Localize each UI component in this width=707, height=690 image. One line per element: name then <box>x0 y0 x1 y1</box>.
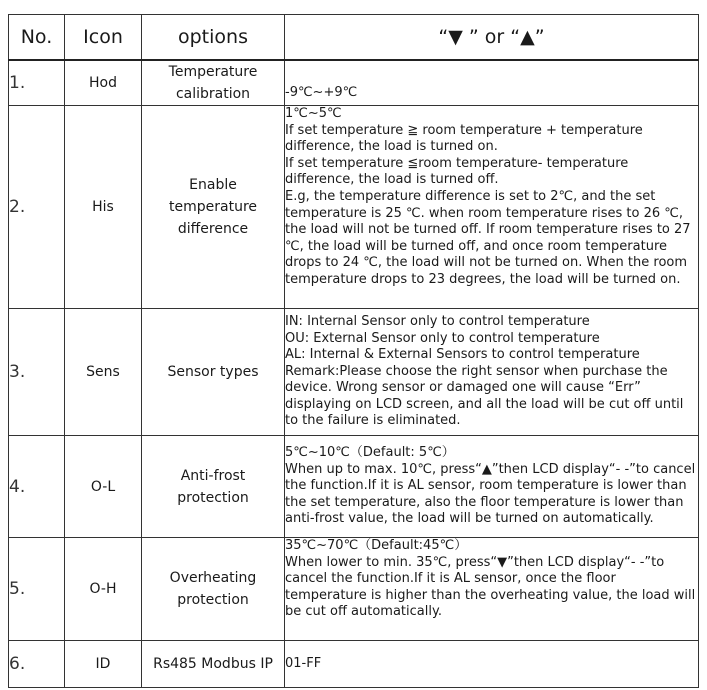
row-number: 1. <box>9 60 65 106</box>
option-line: calibration <box>175 86 251 102</box>
value-line: When lower to min. 35℃, press“▼”then LCD display“- -”to cancel the function.If it is AL sensor, once the floor temperature is higher than the overheating value, the load will be cut off automatically. <box>285 554 696 620</box>
row-icon-code: Sens <box>65 309 142 436</box>
option-line: Sensor types <box>167 364 259 380</box>
row-number: 5. <box>9 538 65 641</box>
row-icon-code: His <box>65 106 142 309</box>
row-icon-code: O-L <box>65 436 142 538</box>
row-values <box>285 538 699 641</box>
row-values <box>285 309 699 436</box>
row-option <box>142 106 285 309</box>
value-line: OU: External Sensor only to control temperature <box>285 330 600 346</box>
row-values <box>285 641 699 688</box>
row-values <box>285 436 699 538</box>
row-number: 2. <box>9 106 65 309</box>
value-line: If set temperature ≦room temperature- temperature difference, the load is turned off. <box>285 155 629 188</box>
option-line: protection <box>177 592 249 608</box>
header-no: No. <box>9 15 65 61</box>
value-line: When up to max. 10℃, press“▲”then LCD display“- -”to cancel the function.If it is AL sensor, room temperature is lower than the set temperature, also the floor temperature is lower than anti-frost value, the load will be turned on automatically. <box>285 461 696 527</box>
header-keys: “▼ ” or “▲” <box>285 15 699 61</box>
table-row <box>9 641 699 688</box>
row-icon-code: O-H <box>65 538 142 641</box>
value-line: 5℃~10℃（Default: 5℃） <box>285 445 455 461</box>
value-line: -9℃~+9℃ <box>285 85 358 101</box>
row-number: 4. <box>9 436 65 538</box>
option-line: Anti-frost <box>180 467 246 484</box>
parameter-table <box>8 14 699 688</box>
row-values <box>285 60 699 106</box>
value-line: If set temperature ≧ room temperature + temperature difference, the load is turned on. <box>285 122 643 155</box>
option-line: Overheating <box>169 570 257 586</box>
header-icon: Icon <box>65 15 142 61</box>
row-option <box>142 436 285 538</box>
option-line: protection <box>177 489 249 506</box>
row-values <box>285 106 699 309</box>
value-line: AL: Internal & External Sensors to control temperature <box>285 347 640 363</box>
option-line: Temperature <box>168 64 258 80</box>
row-number: 3. <box>9 309 65 436</box>
row-icon-code: ID <box>65 641 142 688</box>
row-number: 6. <box>9 641 65 688</box>
value-line: IN: Internal Sensor only to control temperature <box>285 313 590 329</box>
value-line: 35℃~70℃（Default:45℃） <box>285 538 468 553</box>
row-option <box>142 641 285 688</box>
value-line: 01-FF <box>285 655 322 671</box>
table-row <box>9 309 699 436</box>
row-option <box>142 538 285 641</box>
row-option <box>142 309 285 436</box>
option-line: Enable <box>189 177 237 193</box>
option-line: difference <box>177 221 249 237</box>
table-row <box>9 538 699 641</box>
option-line: Rs485 Modbus IP <box>153 656 273 672</box>
value-line: Remark:Please choose the right sensor when purchase the device. Wrong sensor or damaged one will cause “Err” displaying on LCD screen, and all the load will be cut off until to the failure is eliminated. <box>285 363 684 429</box>
header-options: options <box>142 15 285 61</box>
value-line: 1℃~5℃ <box>285 106 342 121</box>
table-row <box>9 106 699 309</box>
option-line: temperature <box>169 199 257 215</box>
row-icon-code: Hod <box>65 60 142 106</box>
value-line: E.g, the temperature difference is set to 2℃, and the set temperature is 25 ℃. when room temperature rises to 26 ℃, the load will not be turned off. If room temperature rises to 27 ℃, the load will be turned off, and once room temperature drops to 24 ℃, the load will not be turned on. When the room temperature drops to 23 degrees, the load will be turned on. <box>285 188 691 287</box>
table-header-row <box>9 15 699 61</box>
row-option <box>142 60 285 106</box>
table-row <box>9 436 699 538</box>
table-row <box>9 60 699 106</box>
